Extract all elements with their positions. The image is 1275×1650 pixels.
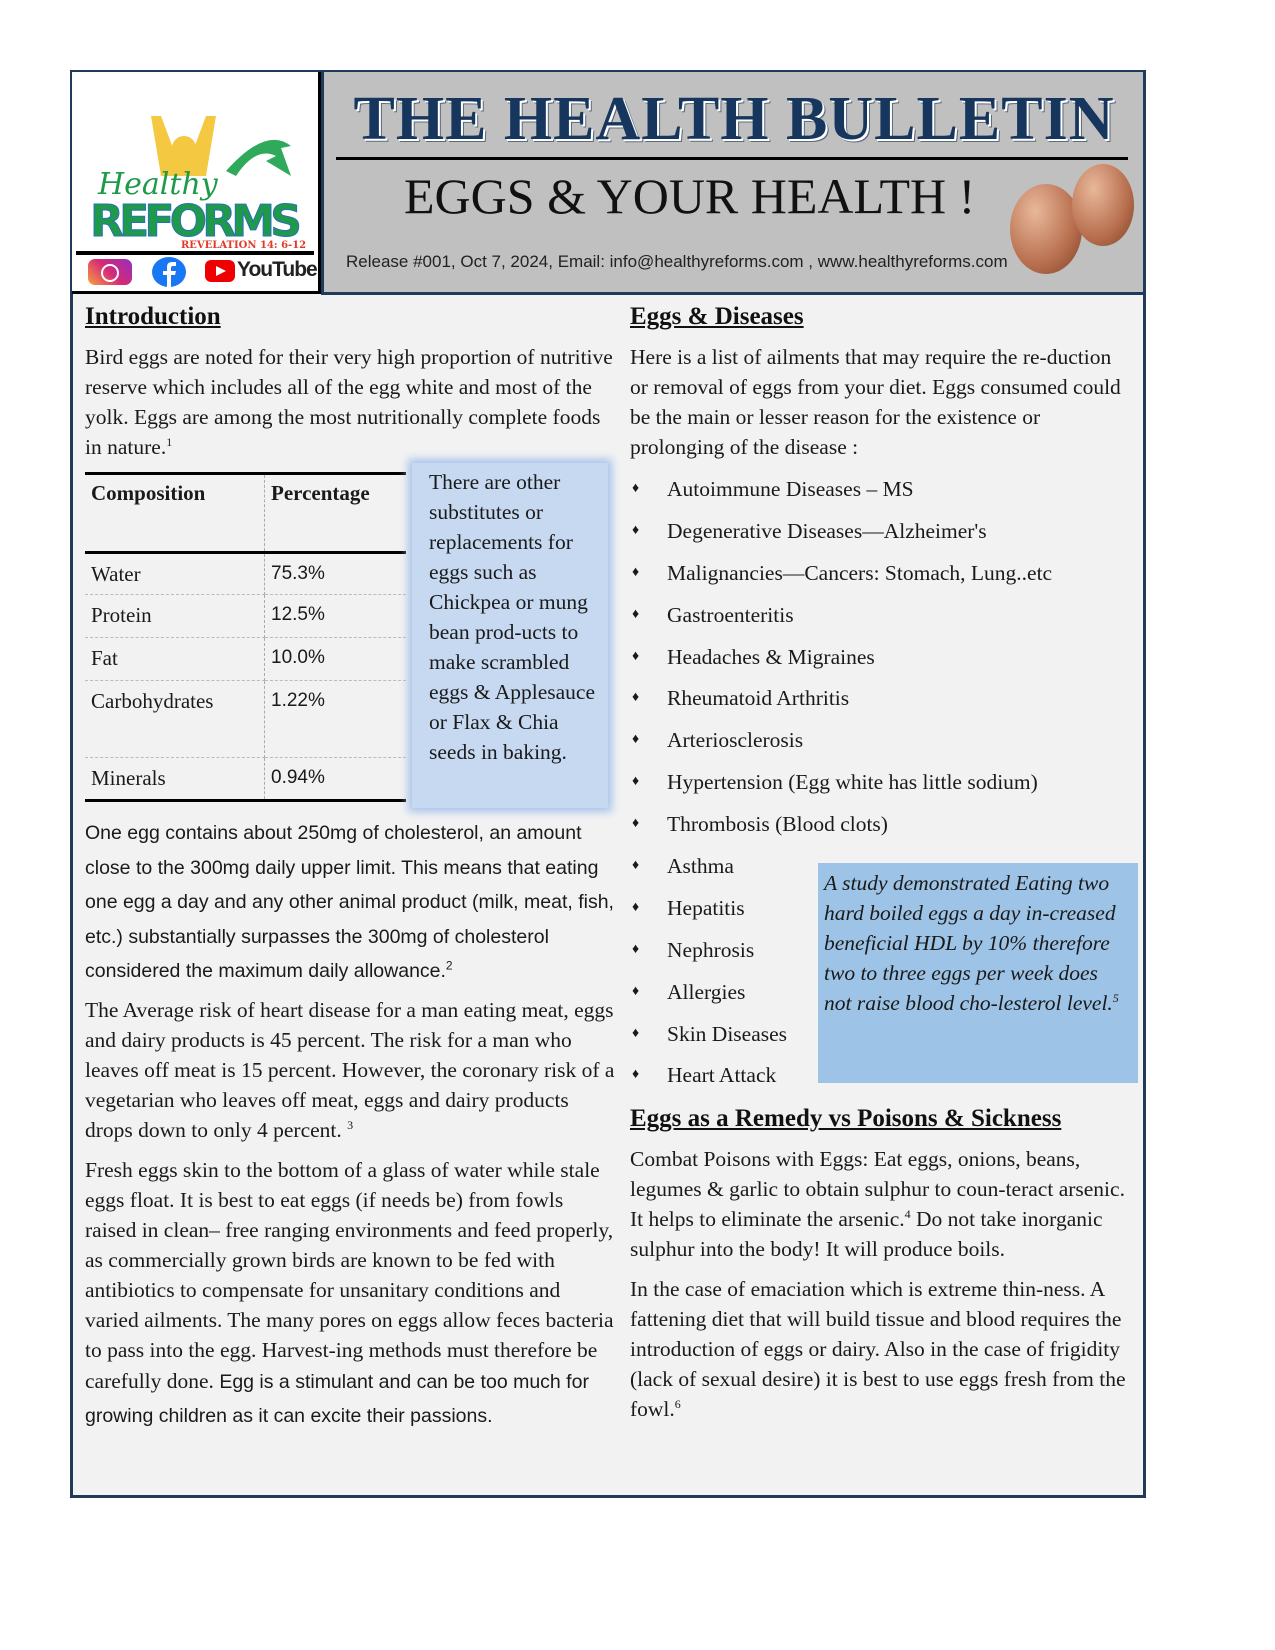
ailment-label: Hypertension (Egg white has little sodium) (667, 770, 1038, 795)
intro-paragraph (85, 342, 617, 462)
healthy-reforms-logo (76, 76, 314, 255)
issue-title: EGGS & YOUR HEALTH ! (404, 168, 976, 224)
intro-text: Bird eggs are noted for their very high proportion of nutritive reserve which includes all of the egg white and most of the yolk. Eggs are among the most nutritionally complete foods in nature. (85, 345, 613, 459)
cell-percentage: 10.0% (265, 638, 407, 681)
bullet-diamond-icon: ♦ (632, 858, 640, 874)
bullet-diamond-icon: ♦ (632, 1025, 640, 1041)
ailment-label: Malignancies—Cancers: Stomach, Lung..etc (667, 560, 1053, 585)
heart-risk-paragraph (85, 995, 617, 1145)
study-text-block (818, 863, 1138, 1024)
bullet-diamond-icon: ♦ (632, 564, 640, 580)
ailment-label: Allergies (667, 979, 746, 1004)
svg-text:REFORMS: REFORMS (90, 196, 302, 247)
remedy-text: Do not take inorganic sulphur into the body! It will produce boils. (630, 1207, 1103, 1262)
youtube-label[interactable]: YouTube (237, 258, 317, 281)
left-body-text (85, 816, 617, 1433)
composition-table (85, 472, 406, 802)
bullet-diamond-icon: ♦ (632, 481, 640, 496)
title-divider (336, 157, 1128, 160)
bullet-diamond-icon: ♦ (632, 648, 640, 664)
table-row (85, 638, 406, 681)
bulletin-header (321, 72, 1143, 295)
substitutes-callout (412, 463, 608, 808)
footnote-ref: 5 (1112, 990, 1119, 1005)
table-row (85, 595, 406, 638)
bulletin-title: THE HEALTH BULLETIN (353, 85, 1115, 153)
egg-image (1072, 164, 1134, 246)
list-item (630, 642, 1130, 684)
cell-percentage: 12.5% (265, 595, 407, 638)
footnote-ref: 4 (904, 1207, 911, 1222)
list-item (630, 725, 1130, 767)
ailment-label: Gastroenteritis (667, 602, 794, 627)
right-column (630, 302, 1130, 1434)
bullet-diamond-icon: ♦ (632, 606, 640, 622)
ailment-label: Skin Diseases (667, 1021, 788, 1046)
cholesterol-text: One egg contains about 250mg of cholesterol, an amount close to the 300mg daily upper limit. This means that eating one egg a day and any other animal product (milk, meat, fish, etc.) substantially surpasses the 300mg of cholesterol considered the maximum daily allowance. (85, 822, 614, 982)
list-item (630, 600, 1130, 642)
ailments-section (630, 474, 1130, 1102)
ailment-label: Rheumatoid Arthritis (667, 686, 850, 711)
diseases-intro: Here is a list of ailments that may require the re-duction or removal of eggs from your diet. Eggs consumed could be the main or lesser reason for the existence or prolonging of the disease : (630, 345, 1121, 459)
release-info: Release #001, Oct 7, 2024, Email: info@healthyreforms.com , www.healthyreforms.com (346, 252, 1008, 271)
bullet-diamond-icon: ♦ (632, 690, 640, 706)
study-callout (818, 863, 1138, 1083)
ailment-label: Degenerative Diseases—Alzheimer's (667, 518, 987, 543)
fresh-eggs-paragraph (85, 1155, 617, 1433)
svg-text:REVELATION 14: 6-12: REVELATION 14: 6-12 (181, 240, 307, 251)
facebook-icon[interactable] (152, 257, 186, 287)
table-header-row (85, 474, 406, 553)
column-header: Composition (85, 474, 265, 553)
emaciation-text: In the case of emaciation which is extreme thin-ness. A fattening diet that will build tissue and blood requires the introduction of eggs or dairy. Also in the case of frigidity (lack of sexual desire) it is best to use eggs fresh from the fowl. (630, 1277, 1126, 1422)
cell-composition: Water (85, 553, 265, 595)
remedy-paragraph-2 (630, 1274, 1130, 1424)
cholesterol-paragraph (85, 816, 617, 989)
cell-percentage: 0.94% (265, 758, 407, 801)
ailment-label: Heart Attack (667, 1063, 777, 1088)
bullet-diamond-icon: ♦ (632, 732, 640, 748)
bullet-diamond-icon: ♦ (632, 899, 640, 915)
cell-percentage: 75.3% (265, 553, 407, 595)
svg-text:Healthy: Healthy (98, 167, 218, 202)
remedy-heading: Eggs as a Remedy vs Poisons & Sickness (630, 1105, 1062, 1133)
logo-panel (72, 72, 321, 294)
list-item (630, 683, 1130, 725)
cell-composition: Protein (85, 595, 265, 638)
ailment-label: Asthma (667, 854, 734, 879)
table-row (85, 553, 406, 595)
cell-percentage: 1.22% (265, 681, 407, 758)
table-row (85, 681, 406, 758)
bullet-diamond-icon: ♦ (632, 522, 640, 538)
column-header: Percentage (265, 474, 407, 553)
bullet-diamond-icon: ♦ (632, 1067, 640, 1083)
ailment-label: Thrombosis (Blood clots) (667, 812, 888, 837)
instagram-icon[interactable] (88, 259, 132, 285)
list-item (630, 516, 1130, 558)
egg-image (1010, 184, 1082, 274)
list-item (630, 767, 1130, 809)
logo-figure-icon (76, 76, 314, 251)
ailment-label: Headaches & Migraines (667, 644, 875, 669)
ailment-label: Autoimmune Diseases – MS (667, 477, 914, 501)
cell-composition: Carbohydrates (85, 681, 265, 758)
intro-heading: Introduction (85, 303, 221, 330)
study-text: A study demonstrated Eating two hard boiled eggs a day in-creased beneficial HDL by 10% therefore two to three eggs per week does not raise blood cho-lesterol level. (824, 871, 1116, 1015)
substitutes-text: There are other substitutes or replacements for eggs such as Chickpea or mung bean prod-ucts to make scrambled eggs & Applesauce or Flax & Chia seeds in baking. (429, 470, 595, 764)
youtube-icon[interactable] (205, 260, 235, 282)
footnote-ref: 3 (347, 1117, 354, 1132)
ailment-label: Hepatitis (667, 895, 745, 920)
remedy-paragraph-1 (630, 1144, 1130, 1264)
list-item (630, 558, 1130, 600)
footnote-ref: 2 (445, 958, 453, 973)
left-column (85, 302, 617, 1443)
bullet-diamond-icon: ♦ (632, 941, 640, 957)
bullet-diamond-icon: ♦ (632, 983, 640, 999)
ailment-label: Arteriosclerosis (667, 728, 804, 753)
list-item (630, 474, 1130, 516)
stimulant-text: Egg is a stimulant and can be too much for growing children as it can excite their passions. (85, 1370, 589, 1427)
diseases-heading: Eggs & Diseases (630, 303, 804, 330)
fresh-eggs-text: Fresh eggs skin to the bottom of a glass of water while stale eggs float. It is best to eat eggs (if needs be) from fowls raised in clean– free ranging environments and feed properly, as commercially grown birds are known to be fed with antibiotics to compensate for unsanitary conditions and varied ailments. The many pores on eggs allow feces bacteria to pass into the egg. Harvest-ing methods must therefore be carefully done. (85, 1157, 614, 1393)
ailment-label: Nephrosis (667, 937, 755, 962)
cell-composition: Fat (85, 638, 265, 681)
list-item (630, 809, 1130, 851)
remedy-text: Combat Poisons with Eggs: Eat eggs, onions, beans, legumes & garlic to obtain sulphur to coun-teract arsenic. It helps to eliminate the arsenic. (630, 1147, 1125, 1232)
table-and-callout (85, 472, 617, 808)
bullet-diamond-icon: ♦ (632, 816, 640, 832)
remedy-section (630, 1104, 1130, 1424)
table-row (85, 758, 406, 801)
bullet-diamond-icon: ♦ (632, 774, 640, 790)
footnote-ref: 1 (166, 434, 173, 449)
heart-risk-text: The Average risk of heart disease for a man eating meat, eggs and dairy products is 45 percent. The risk for a man who leaves off meat is 15 percent. However, the coronary risk of a vegetarian who leaves off meat, eggs and dairy products drops down to only 4 percent. (85, 997, 615, 1142)
footnote-ref: 6 (674, 1397, 681, 1412)
cell-composition: Minerals (85, 758, 265, 801)
